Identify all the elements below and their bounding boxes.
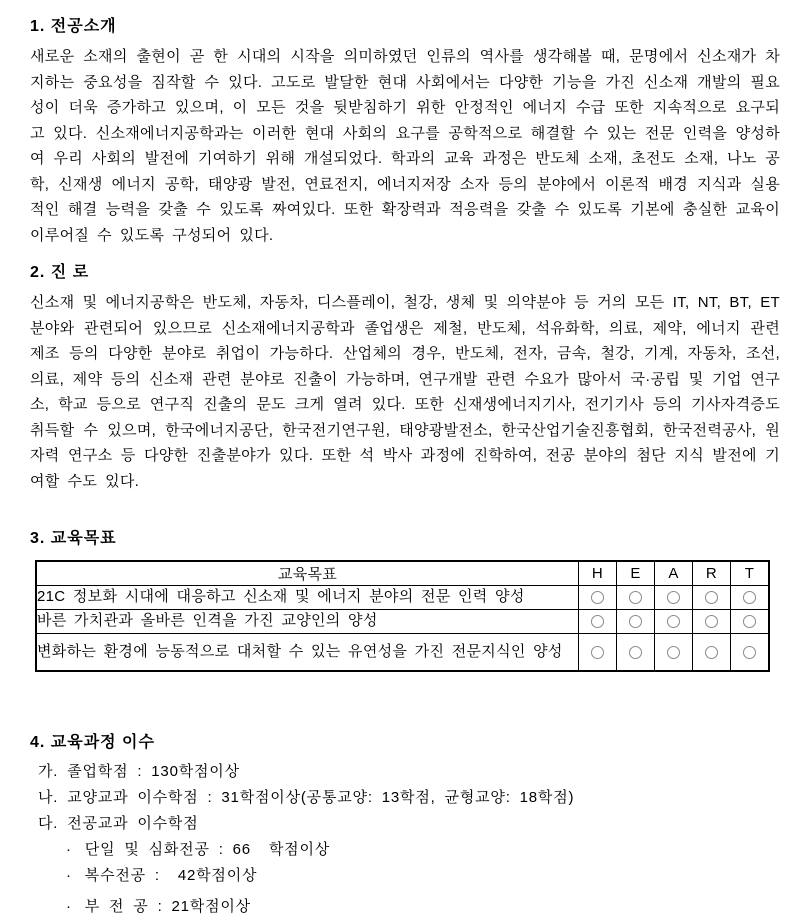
bullet-icon: ·	[66, 841, 72, 858]
empty-circle-icon	[705, 591, 718, 604]
bullet-icon: ·	[66, 898, 72, 915]
empty-circle-icon	[705, 615, 718, 628]
empty-circle-icon	[667, 591, 680, 604]
column-header-e: E	[617, 561, 655, 585]
subitem-label: 단일 및 심화전공 : 66 학점이상	[84, 841, 331, 858]
section2-body: 신소재 및 에너지공학은 반도체, 자동차, 디스플레이, 철강, 생체 및 의약분야 등 거의 모든 IT, NT, BT, ET 분야와 관련되어 있으므로 신소재에너지공학과 졸업생은 제철, 반도체, 석유화학, 의료, 제약, 에너지 관련 제조 등의 다양한 분야로 취업이 가능하다. 산업체의 경우, 반도체, 전자, 금속, 철강, 기계, 자동차, 조선, 의료, 제약 등의 신소재 관련 분야로 진출이 가능하며, 연구개발 관련 수요가 많아서 국·공립 및 기업 연구소, 학교 등으로 연구직 진출의 문도 크게 열려 있다. 또한 신재생에너지기사, 전기기사 등의 기사자격증도 취득할 수 있으며, 한국에너지공단, 한국전기연구원, 태양광발전소, 한국산업기술진흥협회, 한국전력공사, 원자력 연구소 등 다양한 진출분야가 있다. 또한 석 박사 과정에 진학하여, 전공 분야의 첨단 지식 발전에 기여할 수도 있다.	[30, 294, 780, 490]
subitem-label: 복수전공 : 42학점이상	[84, 867, 258, 884]
section4-heading: 4. 교육과정 이수	[30, 734, 155, 751]
section1-body: 새로운 소재의 출현이 곧 한 시대의 시작을 의미하였던 인류의 역사를 생각해볼 때, 문명에서 신소재가 차지하는 중요성을 짐작할 수 있다. 고도로 발달한 현대 사회에서는 다양한 기능을 가진 신소재 개발의 필요성이 더욱 증가하고 있으며, 이 모든 것을 뒷받침하기 위한 안정적인 에너지 수급 또한 지속적으로 요구되고 있다. 신소재에너지공학과는 이러한 현대 사회의 요구를 공학적으로 해결할 수 있는 전문 인력을 양성하여 우리 사회의 발전에 기여하기 위해 개설되었다. 학과의 교육 과정은 반도체 소재, 초전도 소재, 나노 공학, 신재생 에너지 공학, 태양광 발전, 연료전지, 에너지저장 소자 등의 분야에서 이론적 배경 지식과 실용적인 해결 능력을 갖출 수 있도록 짜여있다. 또한 확장력과 적응력을 갖출 수 있도록 기본에 충실한 교육이 이루어질 수 있도록 구성되어 있다.	[30, 48, 780, 244]
column-header-r: R	[693, 561, 731, 585]
column-header-a: A	[655, 561, 693, 585]
empty-circle-icon	[743, 615, 756, 628]
table-row	[36, 633, 769, 671]
list-subitem	[66, 894, 780, 920]
empty-circle-icon	[705, 646, 718, 659]
objectives-table	[35, 560, 770, 672]
list-subitem	[66, 837, 780, 863]
empty-circle-icon	[591, 615, 604, 628]
empty-circle-icon	[667, 646, 680, 659]
subitem-label: 부 전 공 : 21학점이상	[84, 898, 251, 915]
table-row	[36, 609, 769, 633]
section3-heading: 3. 교육목표	[30, 530, 117, 547]
empty-circle-icon	[629, 591, 642, 604]
list-subitem	[66, 863, 780, 889]
empty-circle-icon	[591, 591, 604, 604]
goal-text: 변화하는 환경에 능동적으로 대처할 수 있는 유연성을 가진 전문지식인 양성	[36, 633, 579, 671]
section1-heading: 1. 전공소개	[30, 18, 117, 35]
empty-circle-icon	[629, 615, 642, 628]
empty-circle-icon	[743, 646, 756, 659]
list-item: 다. 전공교과 이수학점	[38, 815, 199, 832]
list-item: 가. 졸업학점 : 130학점이상	[38, 763, 240, 780]
list-item: 나. 교양교과 이수학점 : 31학점이상(공통교양: 13학점, 균형교양: 18학점)	[38, 789, 575, 806]
empty-circle-icon	[743, 591, 756, 604]
column-header-h: H	[579, 561, 617, 585]
column-header-goal: 교육목표	[36, 561, 579, 585]
table-row	[36, 585, 769, 609]
empty-circle-icon	[629, 646, 642, 659]
objectives-table-header-row	[36, 561, 769, 585]
goal-text: 바른 가치관과 올바른 인격을 가진 교양인의 양성	[36, 609, 579, 633]
section2-heading: 2. 진 로	[30, 264, 90, 281]
bullet-icon: ·	[66, 867, 72, 884]
curriculum-list	[30, 759, 780, 920]
empty-circle-icon	[667, 615, 680, 628]
empty-circle-icon	[591, 646, 604, 659]
column-header-t: T	[731, 561, 770, 585]
goal-text: 21C 정보화 시대에 대응하고 신소재 및 에너지 분야의 전문 인력 양성	[36, 585, 579, 609]
